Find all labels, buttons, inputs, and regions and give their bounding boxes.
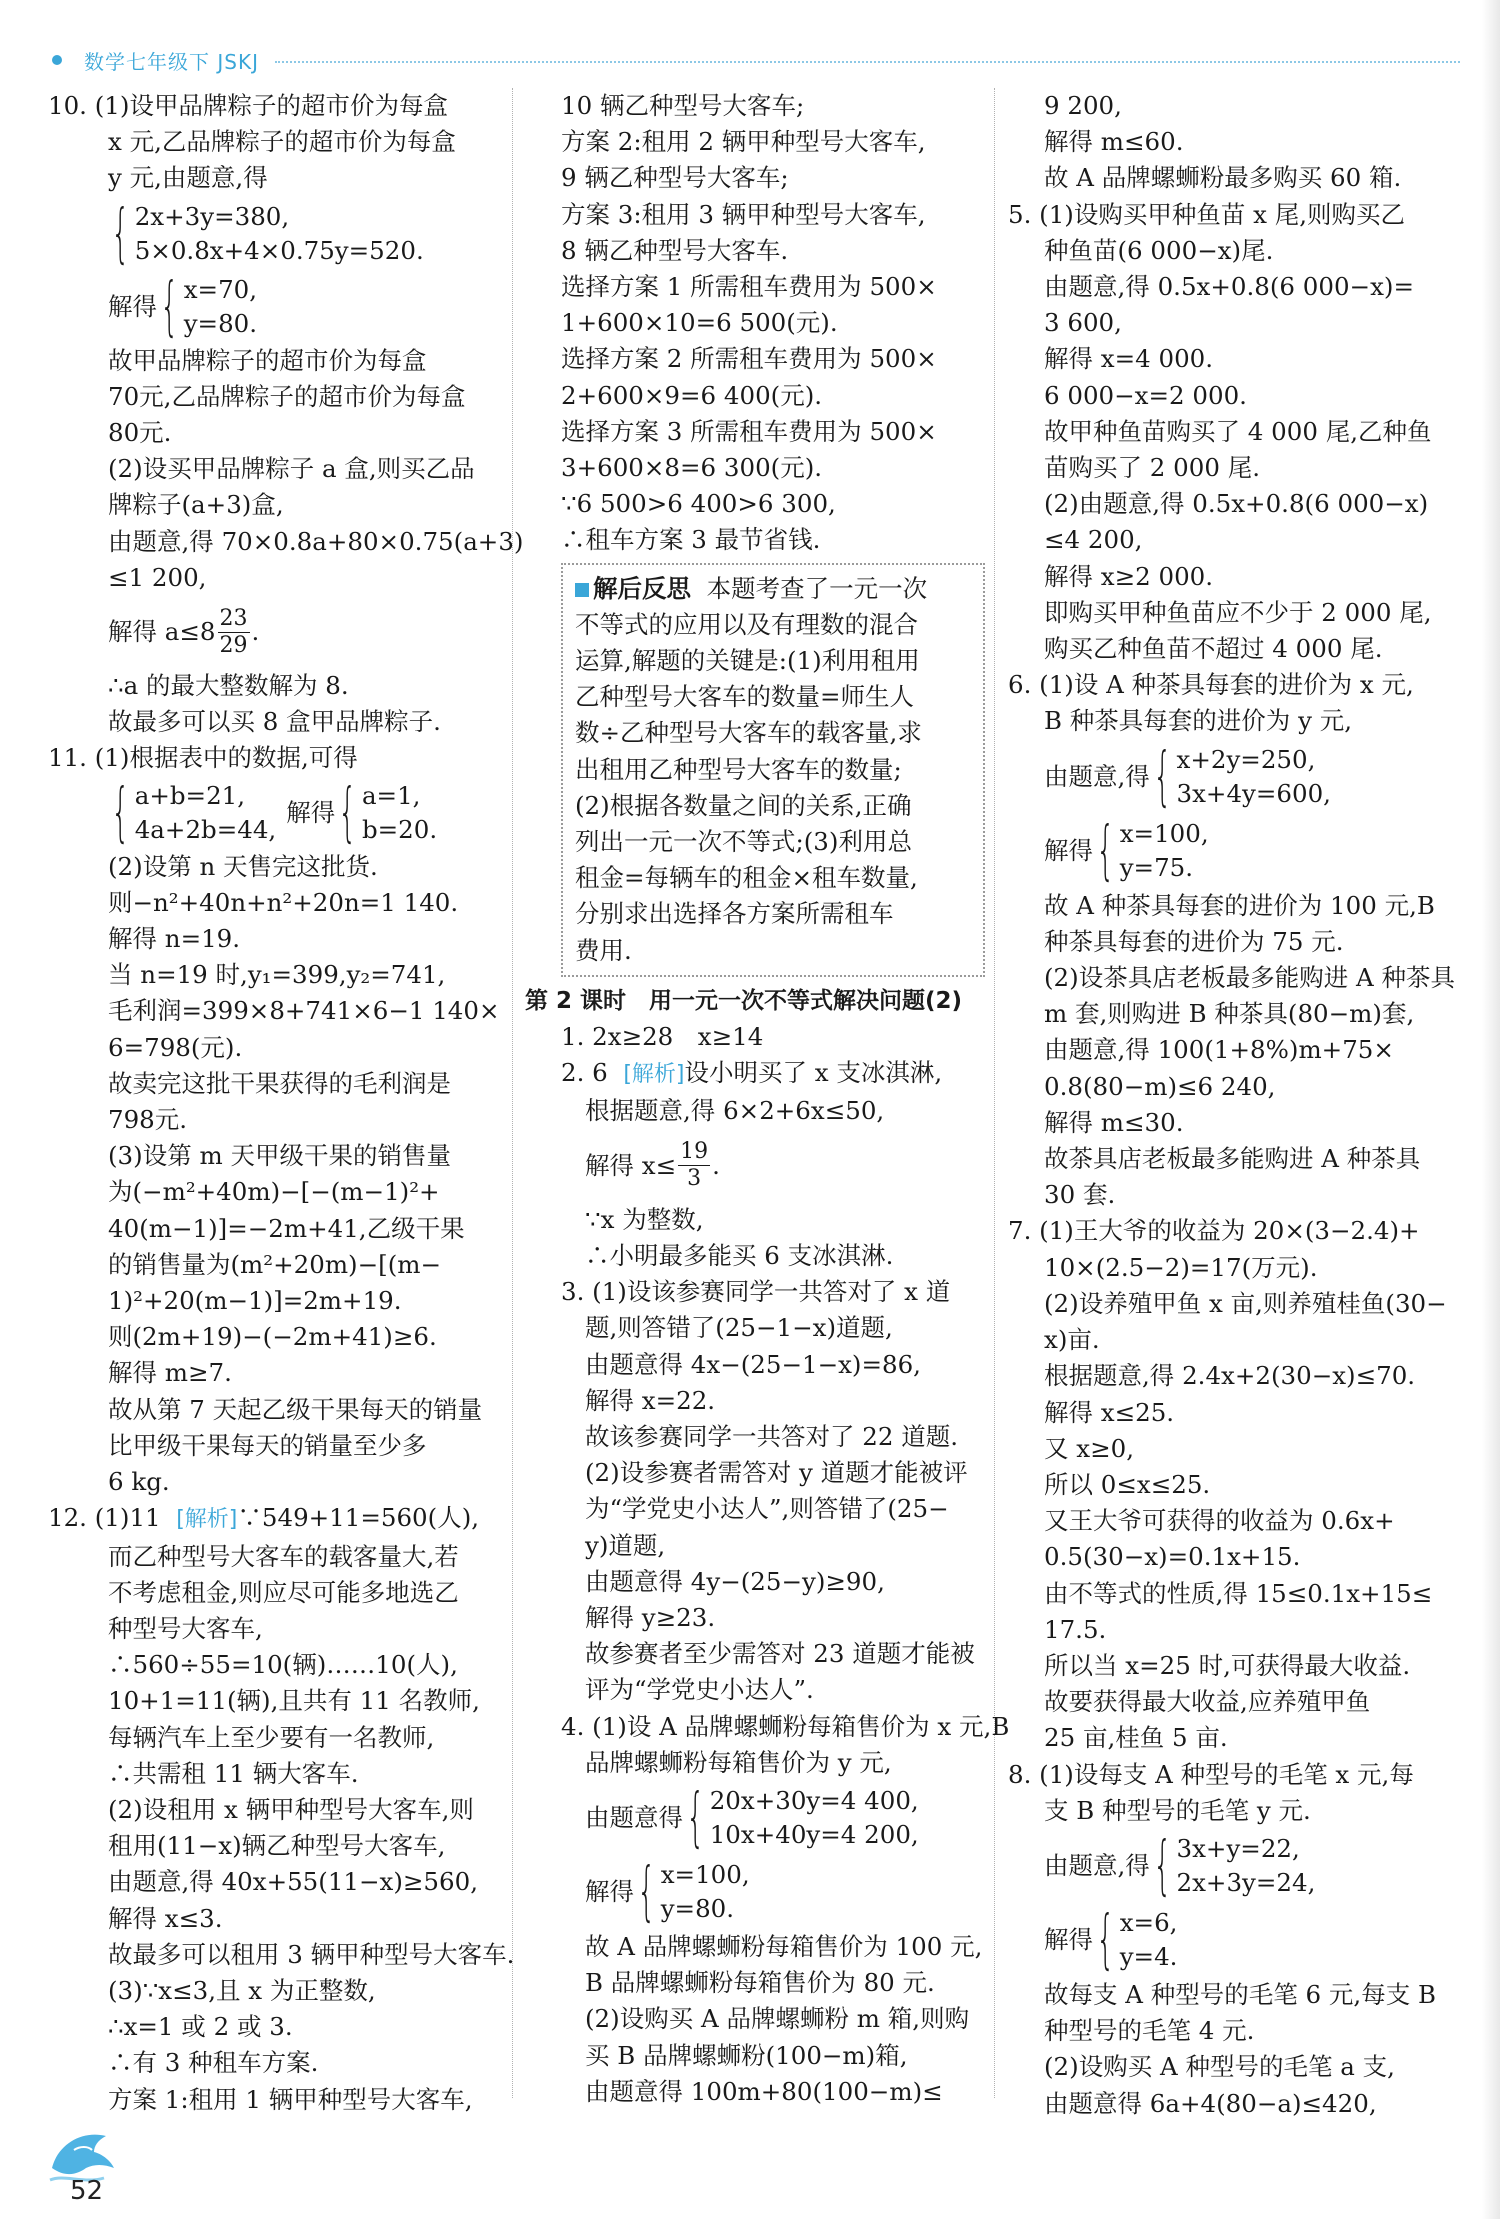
equation: y=80. [660,1893,735,1923]
text-line: 牌粽子(a+3)盒, [108,490,284,520]
numerator: 23 [219,605,248,631]
text-line: 品牌螺蛳粉每箱售价为 y 元, [585,1747,892,1777]
analysis-tag: [解析] [176,1507,238,1533]
equation: 10x+40y=4 200, [709,1819,919,1849]
text-line: 10×(2.5−2)=17(万元). [1044,1252,1318,1282]
text-line: 6 kg. [108,1467,170,1497]
text-line: 由题意得 6a+4(80−a)≤420, [1044,2088,1377,2118]
page-header [52,40,1460,80]
equation: 4a+2b=44, [134,814,277,844]
solve-label: 解得 [1044,1924,1093,1954]
text-line: 798元. [108,1105,188,1135]
analysis-tag: [解析] [623,1062,685,1088]
text-line: 9 辆乙种型号大客车; [561,163,789,193]
text-line: (2)设租用 x 辆甲种型号大客车,则 [108,1794,474,1824]
text-line: 题,则答错了(25−1−x)道题, [585,1313,893,1343]
text-line: 费用. [575,935,632,965]
text-line: 解得 n=19. [108,924,241,954]
text-line: (2)设购买 A 种型号的毛笔 a 支, [1044,2052,1395,2082]
text-line: 25 亩,桂鱼 5 亩. [1044,1723,1228,1753]
text-line: 30 套. [1044,1180,1116,1210]
text-line: 3. (1)设该参赛同学一共答对了 x 道 [561,1277,951,1307]
text-line: 而乙种型号大客车的载客量大,若 [108,1541,459,1571]
text-line: 故该参赛同学一共答对了 22 道题. [585,1421,959,1451]
header-dot-icon [52,55,62,65]
text-line: 乙种型号大客车的数量=师生人 [575,682,915,712]
equation: 2x+3y=380, [134,201,290,231]
text-line: 故 A 品牌螺蛳粉每箱售价为 100 元, [585,1931,983,1961]
text-line: 解得 x≤3. [108,1903,223,1933]
text-line: 由题意得 4y−(25−y)≥90, [585,1566,885,1596]
text-line: 解得 x≤ [585,1150,677,1180]
equation-system [1008,814,1458,888]
text-line: 80元. [108,418,172,448]
text-line: 解得 m≤30. [1044,1107,1184,1137]
text-line: 运算,解题的关键是:(1)利用租用 [575,646,920,676]
text-line: ∴小明最多能买 6 支冰淇淋. [585,1240,894,1270]
text-line: (2)设参赛者需答对 y 道题才能被评 [585,1458,968,1488]
text-line: B 种茶具每套的进价为 y 元, [1044,706,1352,736]
text-line: 方案 2:租用 2 辆甲种型号大客车, [561,127,926,157]
text-line: y 元,由题意,得 [108,163,268,193]
text-line: B 品牌螺蛳粉每箱售价为 80 元. [585,1968,935,1998]
text-line: 11. (1)根据表中的数据,可得 [48,743,358,773]
equation: y=80. [183,308,258,338]
equation: y=75. [1119,852,1194,882]
text-line: 7. (1)王大爷的收益为 20×(3−2.4)+ [1008,1216,1420,1246]
text-line: 0.8(80−m)≤6 240, [1044,1071,1276,1101]
text-line: 由不等式的性质,得 15≤0.1x+15≤ [1044,1578,1433,1608]
text-line: m 套,则购进 B 种茶具(80−m)套, [1044,999,1415,1029]
text-line: 解得 x≥2 000. [1044,561,1214,591]
answer: 2. 6 [561,1058,608,1088]
brace-icon: { [1152,739,1172,814]
text-line: 解得 x≤25. [1044,1397,1175,1427]
column-2 [525,88,1010,2110]
text-line: (2)由题意,得 0.5x+0.8(6 000−x) [1044,489,1429,519]
text-line: 70元,乙品牌粽子的超市价为每盒 [108,381,466,411]
equation: x=70, [183,274,258,304]
fraction-line [525,1130,985,1202]
text-line: 故最多可以租用 3 辆甲种型号大客车. [108,1939,515,1969]
text-line: 租用(11−x)辆乙种型号大客车, [108,1831,446,1861]
text-line: ∴有 3 种租车方案. [108,2048,319,2078]
text-line: 故甲品牌粽子的超市价为每盒 [108,345,427,375]
solve-label: 由题意,得 [1044,1850,1150,1880]
equation: x+2y=250, [1176,744,1316,774]
equation: 3x+4y=600, [1176,778,1331,808]
text-line: 比甲级干果每天的销量至少多 [108,1430,427,1460]
text-line: 所以 0≤x≤25. [1044,1469,1211,1499]
equation-system [1008,1829,1458,1903]
text-line: 故卖完这批干果获得的毛利润是 [108,1068,451,1098]
text-line: 解得 x=22. [585,1385,716,1415]
text-line: 9 200, [1044,91,1122,120]
text-line: ∴560÷55=10(辆)……10(人), [108,1650,458,1680]
text-line: x)亩. [1044,1325,1100,1355]
brace-icon: { [1152,1828,1172,1903]
text-line: 10+1=11(辆),且共有 11 名教师, [108,1686,480,1716]
period: . [712,1150,720,1180]
brace-icon: { [686,1780,705,1855]
equation: b=20. [361,814,438,844]
text-line: (2)设买甲品牌粽子 a 盒,则买乙品 [108,454,475,484]
text-line: 解得 x=4 000. [1044,344,1214,374]
text-line: 为“学党史小达人”,则答错了(25− [585,1494,949,1524]
brace-icon: { [338,775,357,850]
brace-icon: { [111,196,130,271]
text-line: 解得 m≤60. [1044,127,1184,157]
text-line: 即购买甲种鱼苗应不少于 2 000 尾, [1044,597,1432,627]
denominator: 3 [687,1166,702,1192]
text-fragment: ∵549+11=560(人), [237,1503,480,1533]
solve-label: 由题意,得 [1044,761,1150,791]
equation: a+b=21, [134,780,246,810]
solve-label: 解得 [1044,835,1093,865]
equation: 20x+30y=4 400, [709,1785,919,1815]
equation-system [525,1855,985,1929]
solve-label: 由题意得 [585,1802,683,1832]
solve-label: 解得 [108,291,157,321]
text-line: 故每支 A 种型号的毛笔 6 元,每支 B [1044,1979,1437,2009]
equation-system [1008,740,1458,814]
text-line: 种鱼苗(6 000−x)尾. [1044,235,1274,265]
text-line: 10. (1)设甲品牌粽子的超市价为每盒 [48,91,448,120]
text-line: 故茶具店老板最多能购进 A 种茶具 [1044,1144,1421,1174]
text-line: 则(2m+19)−(−2m+41)≥6. [108,1322,437,1352]
text-line: 3 600, [1044,308,1122,338]
text-line: 又 x≥0, [1044,1433,1135,1463]
text-line [525,1055,985,1093]
text-line: (2)设养殖甲鱼 x 亩,则养殖桂鱼(30− [1044,1288,1447,1318]
text-line: 支 B 种型号的毛笔 y 元. [1044,1795,1311,1825]
fraction [218,606,250,659]
text-line: 17.5. [1044,1614,1107,1644]
text-line: 6 000−x=2 000. [1044,380,1247,410]
text-line: 选择方案 3 所需租车费用为 500× [561,416,937,446]
text-line: (3)设第 m 天甲级干果的销售量 [108,1141,452,1171]
equation: 5×0.8x+4×0.75y=520. [134,235,424,265]
brace-icon: { [160,269,179,344]
column-divider [512,88,513,2098]
text-line: 租金=每辆车的租金×租车数量, [575,863,918,893]
equation-system [1008,1903,1458,1977]
text-line: 选择方案 2 所需租车费用为 500× [561,344,937,374]
text-line: y)道题, [585,1530,666,1560]
text-fragment: 设小明买了 x 支冰淇淋, [684,1058,943,1088]
text-line: 故从第 7 天起乙级干果每天的销量 [108,1394,483,1424]
equation-system [525,1781,985,1855]
text-line: (2)设购买 A 品牌螺蛳粉 m 箱,则购 [585,2004,970,2034]
numerator: 19 [680,1139,709,1165]
text-line: ≤1 200, [108,562,207,592]
solve-label: 解得 [585,1876,634,1906]
text-line: 由题意,得 70×0.8a+80×0.75(a+3) [108,526,524,556]
text-line: 又王大爷可获得的收益为 0.6x+ [1044,1506,1395,1536]
equation: y=4. [1119,1941,1178,1971]
text-line: 方案 1:租用 1 辆甲种型号大客车, [108,2084,473,2114]
text-line: 3+600×8=6 300(元). [561,453,823,483]
text-line: 故 A 品牌螺蛳粉最多购买 60 箱. [1044,163,1402,193]
text-line: 故参赛者至少需答对 23 道题才能被 [585,1639,975,1669]
text-line: 0.5(30−x)=0.1x+15. [1044,1542,1301,1572]
text-line: (2)设第 n 天售完这批货. [108,851,378,881]
text-line: 的销售量为(m²+20m)−[(m− [108,1249,442,1279]
text-line: 根据题意,得 6×2+6x≤50, [585,1096,885,1126]
page-number: 52 [70,2176,104,2206]
text-line: 解得 y≥23. [585,1602,716,1632]
text-line: 10 辆乙种型号大客车; [561,91,805,120]
period: . [251,616,260,646]
text-line: 1)²+20(m−1)]=2m+19. [108,1286,402,1316]
text-line: 分别求出选择各方案所需租车 [575,899,894,929]
text-line: 评为“学党史小达人”. [585,1675,814,1705]
text-line: 故 A 种茶具每套的进价为 100 元,B [1044,890,1435,920]
text-line: ∴共需租 11 辆大客车. [108,1758,359,1788]
equation: a=1, [361,780,421,810]
reflection-title: 解后反思 [575,574,691,603]
text-line: 为(−m²+40m)−[−(m−1)²+ [108,1177,440,1207]
denominator: 29 [219,632,248,658]
text-line: 由题意,得 100(1+8%)m+75× [1044,1035,1394,1065]
text-line: 5. (1)设购买甲种鱼苗 x 尾,则购买乙 [1008,199,1406,229]
text-line: 解得 m≥7. [108,1358,232,1388]
text-line: 故甲种鱼苗购买了 4 000 尾,乙种鱼 [1044,416,1432,446]
column-1 [48,88,524,2118]
equation-system [48,271,503,343]
equation: x=6, [1119,1907,1178,1937]
text-line: ∴x=1 或 2 或 3. [108,2012,293,2042]
column-divider [994,88,995,2098]
text-line: 选择方案 1 所需租车费用为 500× [561,272,937,302]
equation-system [48,197,503,271]
text-line: 则−n²+40n+n²+20n=1 140. [108,887,459,917]
text-line: 种型号的毛笔 4 元. [1044,2016,1255,2046]
text-line [575,571,975,607]
text-line: 由题意得 4x−(25−1−x)=86, [585,1349,921,1379]
lesson-heading: 第 2 课时 用一元一次不等式解决问题(2) [525,987,963,1014]
text-line: 故最多可以买 8 盒甲品牌粽子. [108,707,441,737]
text-line: 由题意得 100m+80(100−m)≤ [585,2076,943,2106]
brace-icon: { [637,1854,656,1929]
text-fragment: 本题考查了一元一次 [706,573,928,603]
reflection-note [561,563,985,977]
brace-icon: { [1096,1902,1115,1977]
fraction [678,1139,710,1192]
text-line: 当 n=19 时,y₁=399,y₂=741, [108,960,446,990]
text-line: 40(m−1)]=−2m+41,乙级干果 [108,1213,465,1243]
text-line: 2+600×9=6 400(元). [561,380,823,410]
text-line: 种型号大客车, [108,1613,263,1643]
text-line: ≤4 200, [1044,525,1143,555]
text-line: 不考虑租金,则应尽可能多地选乙 [108,1577,459,1607]
text-line: 所以当 x=25 时,可获得最大收益. [1044,1650,1411,1680]
text-line: 出租用乙种型号大客车的数量; [575,754,902,784]
text-line: (2)设茶具店老板最多能购进 A 种茶具 [1044,963,1455,993]
equation: 2x+3y=24, [1176,1867,1316,1897]
question-number: 12. (1)11 [48,1503,161,1533]
text-line: 数÷乙种型号大客车的载客量,求 [575,718,922,748]
brace-icon: { [111,775,130,850]
text-line: 6=798(元). [108,1032,243,1062]
text-line [48,1500,503,1538]
fraction-line [48,596,503,668]
text-line: 购买乙种鱼苗不超过 4 000 尾. [1044,634,1383,664]
text-line: 毛利润=399×8+741×6−1 140× [108,996,500,1026]
equation: 3x+y=22, [1176,1833,1300,1863]
page-edge-shadow [1482,0,1500,2219]
solve-label: 解得 [286,797,336,827]
text-line: 解得 a≤8 [108,616,216,646]
text-line: 故要获得最大收益,应养殖甲鱼 [1044,1687,1371,1717]
text-line: x 元,乙品牌粽子的超市价为每盒 [108,127,456,157]
text-line: 种茶具每套的进价为 75 元. [1044,926,1344,956]
equation: x=100, [660,1859,750,1889]
text-line: (2)根据各数量之间的关系,正确 [575,790,912,820]
text-line: (3)∵x≤3,且 x 为正整数, [108,1975,376,2005]
text-line: 由题意,得 0.5x+0.8(6 000−x)= [1044,272,1414,302]
text-line: 6. (1)设 A 种茶具每套的进价为 x 元, [1008,670,1414,700]
text-line: ∴租车方案 3 最节省钱. [561,525,821,555]
text-line: 8. (1)设每支 A 种型号的毛笔 x 元,每 [1008,1759,1414,1789]
text-line: 1. 2x≥28 x≥14 [561,1022,764,1052]
text-line: 1+600×10=6 500(元). [561,308,838,338]
header-rule [275,61,1460,63]
column-3 [1008,88,1458,2122]
text-line: 8 辆乙种型号大客车. [561,235,789,265]
text-line: 不等式的应用以及有理数的混合 [575,609,918,639]
text-line: 由题意,得 40x+55(11−x)≥560, [108,1867,478,1897]
text-line: ∵6 500>6 400>6 300, [561,489,836,519]
text-line: ∴a 的最大整数解为 8. [108,671,349,701]
text-line: 苗购买了 2 000 尾. [1044,453,1261,483]
text-line: 列出一元一次不等式;(3)利用总 [575,827,912,857]
text-line: 每辆汽车上至少要有一名教师, [108,1722,435,1752]
equation-system [48,777,503,849]
text-line: 根据题意,得 2.4x+2(30−x)≤70. [1044,1361,1416,1391]
text-line: ∵x 为整数, [585,1204,704,1234]
brace-icon: { [1096,813,1115,888]
text-line: 方案 3:租用 3 辆甲种型号大客车, [561,199,926,229]
header-title: 数学七年级下 JSKJ [84,49,259,74]
equation: x=100, [1119,818,1209,848]
text-line: 买 B 品牌螺蛳粉(100−m)箱, [585,2040,908,2070]
text-line: 4. (1)设 A 品牌螺蛳粉每箱售价为 x 元,B [561,1711,1010,1741]
